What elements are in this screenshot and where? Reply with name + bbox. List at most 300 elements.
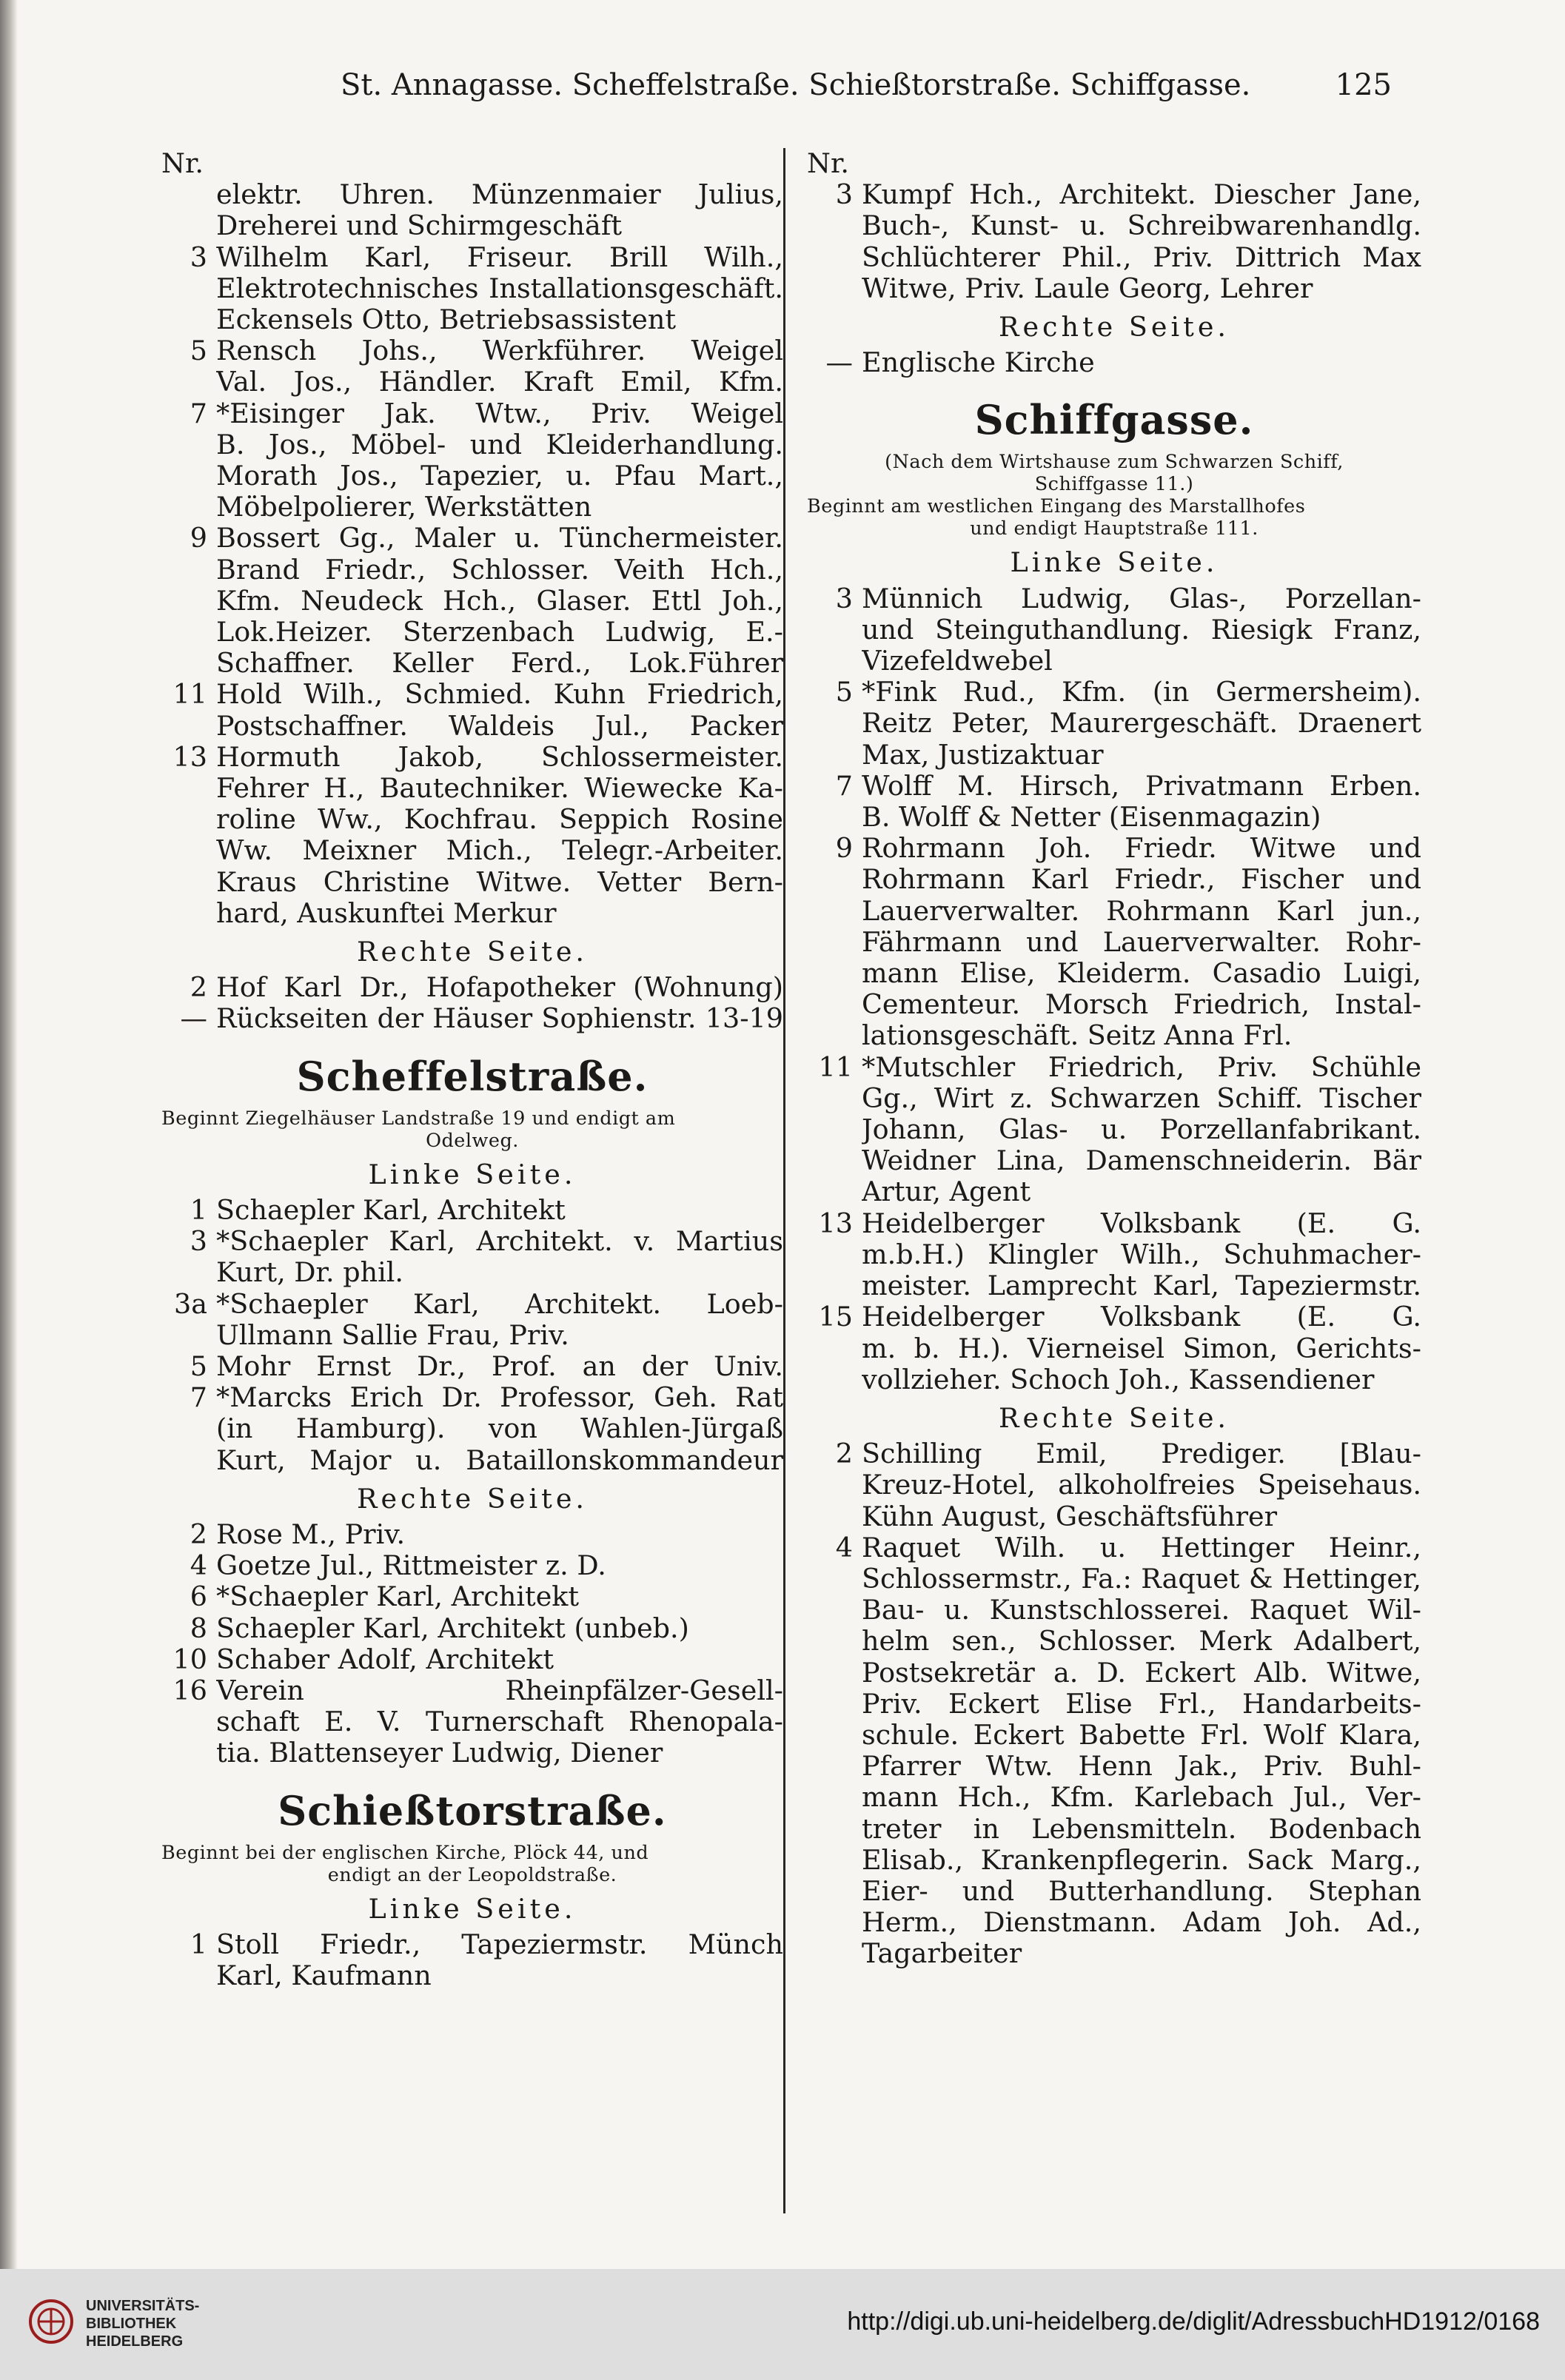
entry-line [807, 1301, 1421, 1333]
entry-line [807, 179, 1421, 210]
street-description: Beginnt bei der englischen Kirche, Plöck 44, und [161, 1841, 649, 1864]
entry-text: Priv. Eckert Elise Frl., Handarbeits- [862, 1688, 1421, 1720]
house-number: 1 [190, 1193, 207, 1226]
house-number [807, 1270, 862, 1301]
entry-line [161, 1289, 783, 1320]
side-label: Rechte Seite. [998, 1401, 1230, 1434]
entry-line [807, 1438, 1421, 1469]
viewer-footer [0, 2269, 1565, 2380]
house-number [807, 1333, 862, 1364]
entry-line [807, 583, 1421, 614]
entry-line [161, 1413, 783, 1444]
house-number [807, 1814, 862, 1845]
entry-line [807, 1657, 1421, 1689]
entry-line [161, 773, 783, 804]
entry-text: Rohrmann Joh. Friedr. Witwe und [862, 833, 1421, 865]
entry-line [807, 614, 1421, 646]
entry-line [161, 273, 783, 304]
entry-line [807, 1751, 1421, 1782]
house-number: 7 [190, 397, 207, 429]
entry-line [807, 210, 1421, 241]
logo-line: UNIVERSITÄTS- [86, 2298, 200, 2314]
entry-line [807, 1689, 1421, 1720]
entry-text: Eier- und Butterhandlung. Stephan [862, 1875, 1421, 1907]
header-title: St. Annagasse. Scheffelstraße. Schießtorstraße. Schiffgasse. [341, 68, 1251, 102]
entry-line [807, 927, 1421, 958]
entry-text: Eckensels Otto, Betriebsassistent [216, 304, 677, 336]
entry-text: Goetze Jul., Rittmeister z. D. [216, 1550, 606, 1582]
entry-text: Münnich Ludwig, Glas-, Porzellan- [862, 583, 1421, 614]
house-number [161, 898, 216, 929]
entry-text: Buch-, Kunst- u. Schreibwarenhandlg. [862, 210, 1421, 242]
entry-text: Ullmann Sallie Frau, Priv. [216, 1319, 569, 1351]
entry-text: m.b.H.) Klingler Wilh., Schuhmacher- [862, 1238, 1421, 1270]
street-heading: Schießtorstraße. [278, 1786, 667, 1834]
entry-line [807, 833, 1421, 864]
house-number [161, 648, 216, 679]
entry-line [807, 1176, 1421, 1207]
entry-line [161, 972, 783, 1003]
house-number: 8 [190, 1612, 207, 1644]
entry-text: Rose M., Priv. [216, 1518, 406, 1550]
entry-text: *Schaepler Karl, Architekt. v. Martius [216, 1226, 783, 1258]
house-number [161, 1706, 216, 1737]
house-number [161, 554, 216, 586]
house-number: 3 [835, 582, 853, 614]
page-edge-shadow [0, 0, 18, 2269]
entry-line [807, 1270, 1421, 1301]
entry-line [807, 708, 1421, 739]
entry-text: helm sen., Schlosser. Merk Adalbert, [862, 1626, 1421, 1657]
house-number [807, 1501, 862, 1532]
entry-line [807, 242, 1421, 273]
house-number [161, 617, 216, 648]
entry-line [807, 1563, 1421, 1595]
entry-line [807, 1052, 1421, 1083]
house-number [807, 1469, 862, 1501]
number-label: Nr. [807, 147, 849, 179]
entry-line [161, 898, 783, 929]
house-number: 5 [835, 676, 853, 708]
house-number: 2 [835, 1438, 853, 1470]
entry-text: Schaber Adolf, Architekt [216, 1643, 554, 1675]
entry-text: Schilling Emil, Prediger. [Blau- [862, 1438, 1421, 1470]
house-number: 3 [835, 178, 853, 211]
house-number [161, 1413, 216, 1444]
house-number: 2 [190, 1518, 207, 1550]
entry-text: Rohrmann Karl Friedr., Fischer und [862, 864, 1421, 896]
entry-text: Schaffner. Keller Ferd., Lok.Führer [216, 648, 783, 680]
entry-text: Morath Jos., Tapezier, u. Pfau Mart., [216, 460, 783, 492]
entry-line [807, 1845, 1421, 1876]
entry-line [161, 1644, 783, 1675]
entry-text: Karl, Kaufmann [216, 1960, 432, 1991]
entry-text: Bossert Gg., Maler u. Tünchermeister. [216, 523, 783, 554]
entry-text: *Schaepler Karl, Architekt. Loeb- [216, 1288, 783, 1320]
entry-text: Heidelberger Volksbank (E. G. [862, 1207, 1421, 1239]
house-number: 1 [190, 1928, 207, 1960]
entry-line [807, 1907, 1421, 1938]
entry-line [161, 1382, 783, 1413]
house-number [807, 989, 862, 1020]
entry-line [161, 1226, 783, 1257]
entry-line [161, 617, 783, 648]
entry-text: Raquet Wilh. u. Hettinger Heinr., [862, 1532, 1421, 1563]
page-number: 125 [1335, 68, 1392, 102]
entry-text: tia. Blattenseyer Ludwig, Diener [216, 1737, 663, 1769]
entry-text: schaft E. V. Turnerschaft Rhenopala- [216, 1706, 783, 1738]
entry-text: B. Jos., Möbel- und Kleiderhandlung. [216, 429, 783, 460]
entry-text: meister. Lamprecht Karl, Tapeziermstr. [862, 1270, 1421, 1302]
left-column [161, 148, 783, 1991]
entry-text: roline Ww., Kochfrau. Seppich Rosine [216, 804, 783, 836]
street-description: (Nach dem Wirtshause zum Schwarzen Schiff, [885, 451, 1344, 474]
entry-text: Postsekretär a. D. Eckert Alb. Witwe, [862, 1657, 1421, 1689]
house-number [161, 1445, 216, 1476]
entry-line [161, 366, 783, 398]
entry-line [807, 1364, 1421, 1395]
entry-text: Kreuz-Hotel, alkoholfreies Speisehaus. [862, 1469, 1421, 1501]
entry-text: B. Wolff & Netter (Eisenmagazin) [862, 802, 1321, 834]
house-number [807, 927, 862, 958]
right-column [807, 148, 1421, 1970]
house-number [807, 614, 862, 646]
side-label: Linke Seite. [368, 1158, 577, 1190]
entry-line [161, 335, 783, 366]
house-number [807, 1720, 862, 1751]
entry-text: (in Hamburg). von Wahlen-Jürgaß [216, 1413, 783, 1445]
house-number [161, 210, 216, 241]
entry-text: Schlüchterer Phil., Priv. Dittrich Max [862, 241, 1421, 273]
house-number [807, 1907, 862, 1938]
entry-text: Elektrotechnisches Installationsgeschäft. [216, 272, 783, 304]
entry-text: Lauerverwalter. Rohrmann Karl jun., [862, 895, 1421, 927]
entry-line [161, 398, 783, 429]
entry-line [161, 867, 783, 898]
entry-line [161, 804, 783, 835]
house-number [161, 1320, 216, 1351]
entry-line [807, 1595, 1421, 1626]
entry-line [161, 1257, 783, 1288]
house-number [807, 242, 862, 273]
entry-line [161, 1613, 783, 1644]
entry-text: Kumpf Hch., Architekt. Diescher Jane, [862, 179, 1421, 211]
side-label: Linke Seite. [1010, 546, 1219, 579]
entry-line [161, 711, 783, 742]
entry-line [807, 1114, 1421, 1145]
house-number: 7 [835, 769, 853, 802]
house-number [807, 740, 862, 771]
entry-text: Elisab., Krankenpflegerin. Sack Marg., [862, 1844, 1421, 1876]
entry-line [161, 179, 783, 210]
entry-text: Kühn August, Geschäftsführer [862, 1501, 1278, 1532]
entry-text: Bau- u. Kunstschlosserei. Raquet Wil- [862, 1595, 1421, 1626]
entry-text: Wolff M. Hirsch, Privatmann Erben. [862, 770, 1421, 802]
entry-text: Rensch Johs., Werkführer. Weigel [216, 335, 783, 367]
entry-line [807, 1239, 1421, 1270]
street-description: und endigt Hauptstraße 111. [970, 517, 1259, 540]
entry-text: *Marcks Erich Dr. Professor, Geh. Rat [216, 1382, 783, 1414]
entry-text: Hof Karl Dr., Hofapotheker (Wohnung) [216, 972, 783, 1004]
entry-text: Gg., Wirt z. Schwarzen Schiff. Tischer [862, 1082, 1421, 1114]
entry-text: Kurt, Major u. Bataillonskommandeur [216, 1444, 783, 1476]
house-number [807, 1563, 862, 1595]
entry-line [161, 554, 783, 586]
entry-line [161, 1706, 783, 1737]
house-number [161, 804, 216, 835]
house-number: 15 [818, 1301, 853, 1333]
entry-line [161, 460, 783, 492]
entry-text: Hormuth Jakob, Schlossermeister. [216, 741, 783, 773]
side-label: Rechte Seite. [356, 936, 589, 968]
house-number [161, 1960, 216, 1991]
entry-line [161, 1003, 783, 1034]
entry-text: mann Hch., Kfm. Karlebach Jul., Ver- [862, 1782, 1421, 1814]
entry-line [161, 1320, 783, 1351]
entry-line [807, 896, 1421, 927]
house-number [807, 802, 862, 833]
entry-text: Kurt, Dr. phil. [216, 1257, 404, 1289]
entry-line [161, 1550, 783, 1581]
entry-text: Englische Kirche [862, 347, 1095, 379]
house-number [807, 1876, 862, 1907]
house-number: 9 [190, 522, 207, 554]
entry-line [161, 835, 783, 866]
entry-line [161, 1675, 783, 1706]
entry-text: lationsgeschäft. Seitz Anna Frl. [862, 1020, 1293, 1052]
house-number [161, 711, 216, 742]
entry-line [161, 429, 783, 460]
house-number: 5 [190, 335, 207, 367]
entry-text: mann Elise, Kleiderm. Casadio Luigi, [862, 958, 1421, 990]
house-number [807, 273, 862, 304]
entry-text: *Schaepler Karl, Architekt [216, 1581, 580, 1613]
entry-line [161, 1737, 783, 1769]
entry-line [807, 1876, 1421, 1907]
house-number [807, 1083, 862, 1114]
entry-text: Reitz Peter, Maurergeschäft. Draenert [862, 708, 1421, 740]
house-number [807, 646, 862, 677]
house-number: 3a [174, 1287, 207, 1320]
house-number [161, 273, 216, 304]
entry-line [161, 304, 783, 335]
entry-line [807, 1814, 1421, 1845]
entry-line [807, 1720, 1421, 1751]
entry-line [807, 273, 1421, 304]
entry-text: Weidner Lina, Damenschneiderin. Bär [862, 1145, 1421, 1177]
entry-line [807, 802, 1421, 833]
entry-line [807, 1938, 1421, 1969]
entry-text: Val. Jos., Händler. Kraft Emil, Kfm. [216, 366, 783, 398]
entry-text: Brand Friedr., Schlosser. Veith Hch., [216, 554, 783, 586]
university-seal-icon [28, 2299, 74, 2344]
entry-text: Rückseiten der Häuser Sophienstr. 13-19 [216, 1003, 783, 1035]
entry-line [807, 1469, 1421, 1501]
entry-text: schule. Eckert Babette Frl. Wolf Klara, [862, 1719, 1421, 1751]
house-number: 10 [172, 1643, 207, 1675]
entry-line [161, 1581, 783, 1612]
entry-text: Kfm. Neudeck Hch., Glaser. Ettl Joh., [216, 585, 783, 617]
entry-text: Heidelberger Volksbank (E. G. [862, 1301, 1421, 1333]
house-number [807, 1845, 862, 1876]
entry-text: treter in Lebensmitteln. Bodenbach [862, 1813, 1421, 1845]
house-number: 16 [172, 1674, 207, 1706]
house-number [161, 460, 216, 492]
entry-text: Johann, Glas- u. Porzellanfabrikant. [862, 1114, 1421, 1146]
house-number: 2 [190, 971, 207, 1004]
house-number [161, 835, 216, 866]
house-number [807, 864, 862, 895]
house-number [807, 1595, 862, 1626]
entry-line [807, 1208, 1421, 1239]
entry-line [161, 1351, 783, 1382]
entry-text: vollzieher. Schoch Joh., Kassendiener [862, 1364, 1375, 1395]
house-number: 11 [818, 1050, 853, 1083]
side-label: Linke Seite. [368, 1892, 577, 1925]
street-description: Beginnt Ziegelhäuser Landstraße 19 und endigt am [161, 1107, 676, 1130]
house-number [807, 1239, 862, 1270]
house-number: 4 [835, 1531, 853, 1563]
house-number [161, 867, 216, 898]
entry-line [161, 523, 783, 554]
entry-text: Cementeur. Morsch Friedrich, Instal- [862, 989, 1421, 1021]
entry-text: Schaepler Karl, Architekt [216, 1194, 566, 1226]
entry-line [807, 1501, 1421, 1532]
entry-text: Fehrer H., Bautechniker. Wiewecke Ka- [216, 773, 783, 805]
house-number [161, 1737, 216, 1769]
entry-line [161, 1929, 783, 1960]
entry-line [161, 492, 783, 523]
street-description: Beginnt am westlichen Eingang des Marstallhofes [807, 495, 1306, 518]
entry-text: Ww. Meixner Mich., Telegr.-Arbeiter. [216, 835, 783, 867]
entry-text: elektr. Uhren. Münzenmaier Julius, [216, 179, 783, 211]
entry-line [161, 742, 783, 773]
house-number [161, 773, 216, 804]
house-number [161, 429, 216, 460]
entry-line [807, 1145, 1421, 1176]
house-number [807, 1364, 862, 1395]
entry-line [161, 242, 783, 273]
house-number [807, 1751, 862, 1782]
library-logo-text [86, 2297, 199, 2350]
entry-text: Schaepler Karl, Architekt (unbeb.) [216, 1612, 689, 1644]
entry-text: Vizefeldwebel [862, 646, 1053, 677]
house-number [807, 210, 862, 241]
logo-line: HEIDELBERG [86, 2333, 184, 2350]
entry-line [807, 347, 1421, 378]
entry-line [161, 648, 783, 679]
entry-line [161, 586, 783, 617]
source-url-link[interactable]: http://digi.ub.uni-heidelberg.de/diglit/AdressbuchHD1912/0168 [847, 2307, 1540, 2336]
entry-line [807, 989, 1421, 1020]
entry-text: Stoll Friedr., Tapeziermstr. Münch [216, 1928, 783, 1960]
entry-text: Postschaffner. Waldeis Jul., Packer [216, 710, 783, 742]
house-number [161, 304, 216, 335]
entry-line [807, 740, 1421, 771]
house-number [161, 179, 216, 210]
entry-line [807, 677, 1421, 708]
street-heading: Schiffgasse. [974, 396, 1254, 444]
house-number [807, 708, 862, 739]
street-description: Odelweg. [426, 1129, 519, 1152]
entry-line [161, 1195, 783, 1226]
entry-text: Kraus Christine Witwe. Vetter Bern- [216, 866, 783, 898]
entry-text: Fährmann und Lauerverwalter. Rohr- [862, 926, 1421, 958]
side-label: Rechte Seite. [998, 311, 1230, 343]
house-number: 3 [190, 1225, 207, 1258]
entry-text: *Mutschler Friedrich, Priv. Schühle [862, 1051, 1421, 1083]
entry-text: Herm., Dienstmann. Adam Joh. Ad., [862, 1907, 1421, 1939]
entry-text: m. b. H.). Vierneisel Simon, Gerichts- [862, 1333, 1421, 1364]
entry-line [161, 1960, 783, 1991]
entry-text: Pfarrer Wtw. Henn Jak., Priv. Buhl- [862, 1751, 1421, 1783]
house-number [807, 958, 862, 989]
house-number [161, 366, 216, 398]
entry-text: Dreherei und Schirmgeschäft [216, 210, 622, 242]
entry-line [807, 1532, 1421, 1563]
entry-line [807, 1782, 1421, 1813]
entry-text: und Steinguthandlung. Riesigk Franz, [862, 614, 1421, 646]
house-number: — [180, 1002, 207, 1035]
entry-text: Artur, Agent [862, 1176, 1031, 1208]
entry-text: Schlossermstr., Fa.: Raquet & Hettinger, [862, 1563, 1421, 1595]
side-label: Rechte Seite. [356, 1482, 589, 1515]
entry-line [161, 679, 783, 710]
house-number: 9 [835, 832, 853, 865]
house-number: 3 [190, 241, 207, 273]
entry-text: Verein Rheinpfälzer-Gesell- [216, 1675, 783, 1706]
entry-text: Mohr Ernst Dr., Prof. an der Univ. [216, 1350, 783, 1382]
house-number: 13 [818, 1207, 853, 1239]
house-number [807, 1626, 862, 1657]
entry-line [807, 958, 1421, 989]
house-number: 4 [190, 1549, 207, 1582]
street-heading: Scheffelstraße. [296, 1052, 649, 1100]
number-label: Nr. [161, 147, 204, 179]
entry-text: *Fink Rud., Kfm. (in Germersheim). [862, 677, 1421, 708]
house-number [807, 1938, 862, 1969]
entry-line [807, 864, 1421, 895]
entry-text: Max, Justizaktuar [862, 739, 1104, 771]
entry-line [807, 1020, 1421, 1051]
house-number [807, 1657, 862, 1689]
entry-text: Lok.Heizer. Sterzenbach Ludwig, E.- [216, 617, 783, 648]
entry-text: Tagarbeiter [862, 1938, 1022, 1970]
entry-line [161, 1445, 783, 1476]
entry-text: Möbelpolierer, Werkstätten [216, 492, 592, 523]
street-description: endigt an der Leopoldstraße. [327, 1863, 617, 1886]
house-number [807, 1782, 862, 1813]
house-number [807, 896, 862, 927]
entry-text: Witwe, Priv. Laule Georg, Lehrer [862, 272, 1313, 304]
entry-line [807, 1626, 1421, 1657]
house-number [807, 1114, 862, 1145]
house-number [807, 1145, 862, 1176]
entry-text: *Eisinger Jak. Wtw., Priv. Weigel [216, 398, 783, 429]
entry-line [807, 1083, 1421, 1114]
house-number: 13 [172, 740, 207, 773]
house-number: 11 [172, 678, 207, 711]
house-number: 5 [190, 1350, 207, 1382]
entry-line [161, 210, 783, 241]
logo-line: BIBLIOTHEK [86, 2316, 177, 2332]
entry-line [161, 1519, 783, 1550]
house-number [161, 1257, 216, 1288]
column-divider [783, 148, 785, 2213]
house-number [807, 1176, 862, 1207]
house-number [807, 1689, 862, 1720]
house-number: 7 [190, 1381, 207, 1414]
